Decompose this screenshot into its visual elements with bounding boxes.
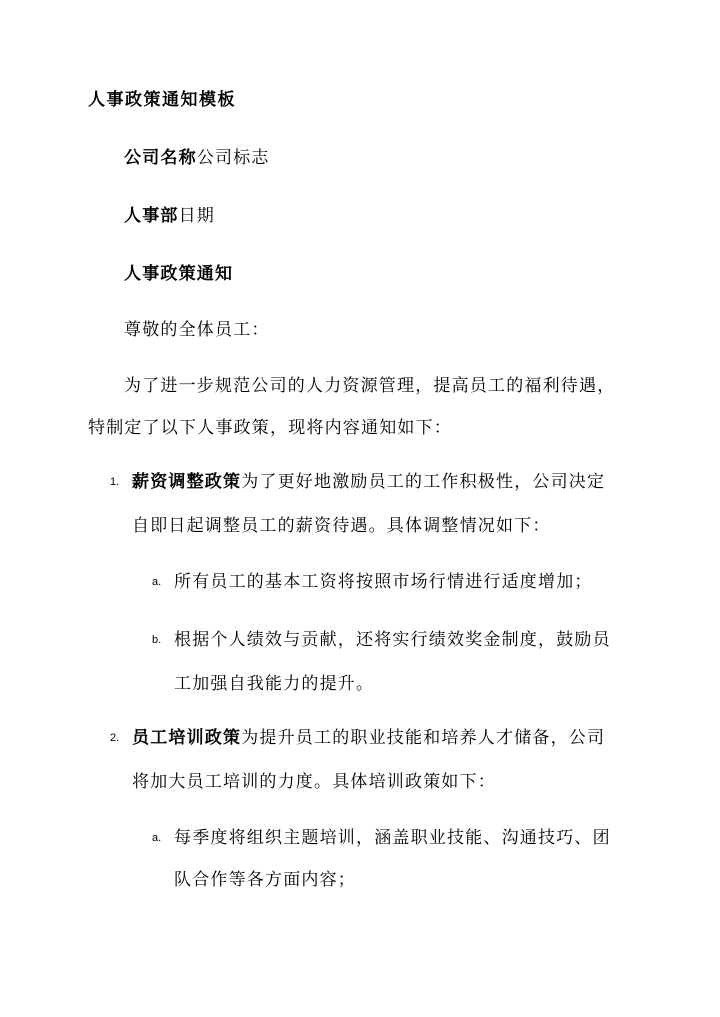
section-marker: 2. xyxy=(110,732,120,744)
section-salary-line-1 xyxy=(132,470,605,494)
list-item: 每季度将组织主题培训，涵盖职业技能、沟通技巧、团 xyxy=(174,828,611,848)
section-heading: 员工培训政策 xyxy=(132,728,242,748)
item-marker: b. xyxy=(152,634,162,646)
intro-paragraph-line-1: 为了进一步规范公司的人力资源管理，提高员工的福利待遇， xyxy=(124,376,616,396)
section-training-line-1 xyxy=(132,726,605,750)
list-item: 所有员工的基本工资将按照市场行情进行适度增加； xyxy=(174,572,593,592)
company-name-label: 公司名称 xyxy=(124,148,197,168)
intro-paragraph-line-2: 特制定了以下人事政策，现将内容通知如下： xyxy=(88,418,452,438)
section-training-line-2: 将加大员工培训的力度。具体培训政策如下： xyxy=(132,772,496,792)
company-logo-placeholder: 公司标志 xyxy=(196,148,270,168)
department-label: 人事部 xyxy=(124,206,179,226)
section-text: 为提升员工的职业技能和培养人才储备，公司 xyxy=(241,728,606,748)
date-placeholder: 日期 xyxy=(178,206,216,226)
item-marker: a. xyxy=(152,832,162,844)
section-salary-line-2: 自即日起调整员工的薪资待遇。具体调整情况如下： xyxy=(132,516,551,536)
notice-heading: 人事政策通知 xyxy=(124,264,234,284)
item-marker: a. xyxy=(152,576,162,588)
company-line xyxy=(124,146,270,170)
section-heading: 薪资调整政策 xyxy=(132,472,242,492)
greeting: 尊敬的全体员工： xyxy=(124,320,270,340)
section-text: 为了更好地激励员工的工作积极性，公司决定 xyxy=(241,472,606,492)
section-marker: 1. xyxy=(110,476,120,488)
list-item: 根据个人绩效与贡献，还将实行绩效奖金制度，鼓励员 xyxy=(174,630,611,650)
list-item-continuation: 队合作等各方面内容； xyxy=(174,870,356,890)
list-item-continuation: 工加强自我能力的提升。 xyxy=(174,674,375,694)
department-line xyxy=(124,204,215,228)
document-title: 人事政策通知模板 xyxy=(88,90,236,110)
